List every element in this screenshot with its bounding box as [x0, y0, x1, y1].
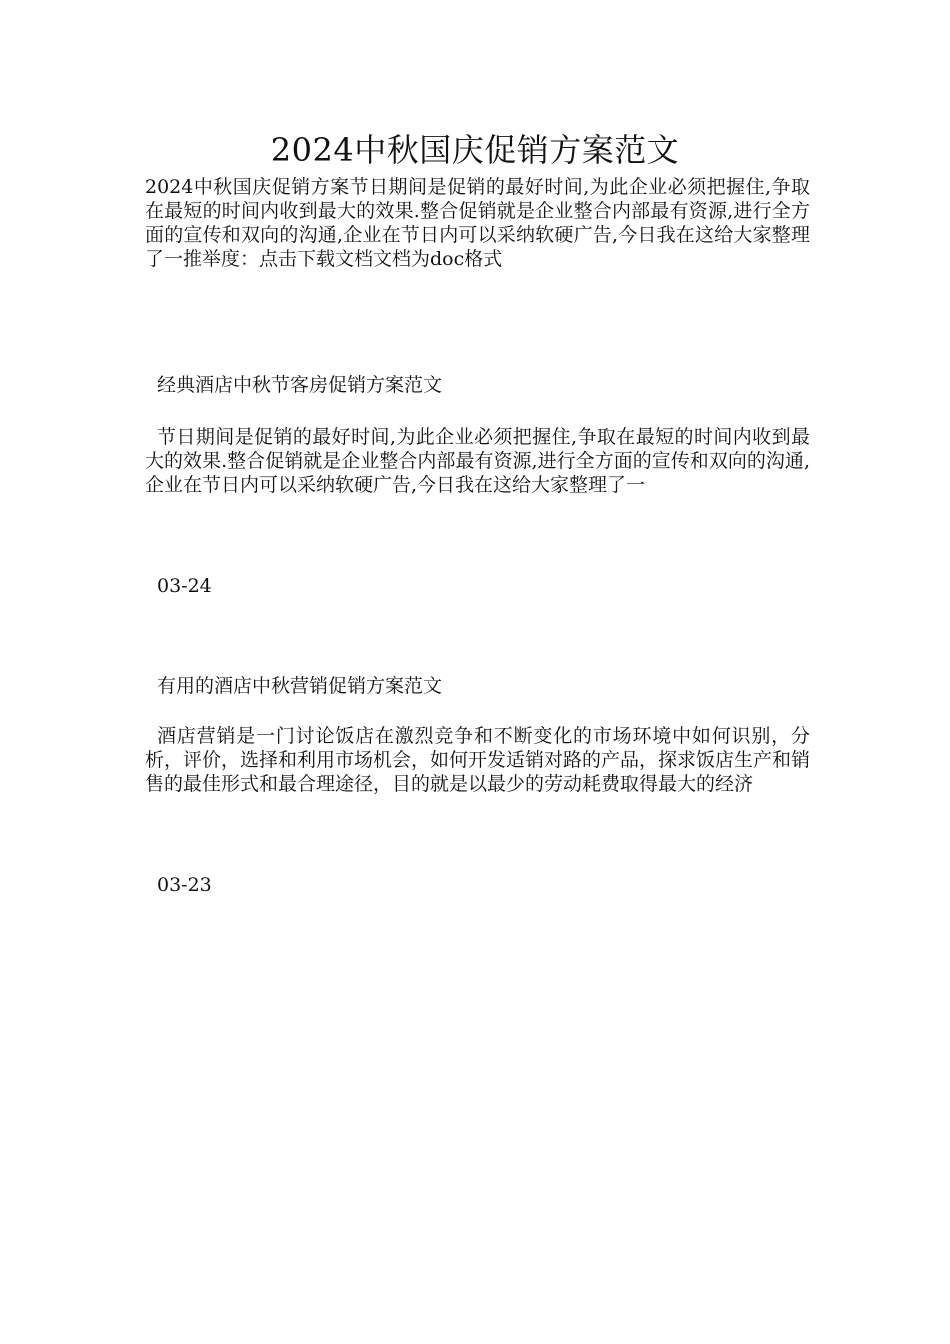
section-body-hotel-marketing-promo: 酒店营销是一门讨论饭店在激烈竞争和不断变化的市场环境中如何识别，分析，评价，选择和利用市场机会，如何开发适销对路的产品，探求饭店生产和销售的最佳形式和最合理途径，目的就是以最少的劳动耗费取得最大的经济 — [145, 725, 811, 795]
section-date-hotel-marketing-promo: 03-23 — [157, 874, 212, 896]
intro-paragraph: 2024中秋国庆促销方案节日期间是促销的最好时间,为此企业必须把握住,争取在最短的时间内收到最大的效果.整合促销就是企业整合内部最有资源,进行全方面的宣传和双向的沟通,企业在节日内可以采纳软硬广告,今日我在这给大家整理了一推举度：点击下载文档文档为doc格式 — [145, 176, 810, 270]
section-body-hotel-room-promo: 节日期间是促销的最好时间,为此企业必须把握住,争取在最短的时间内收到最大的效果.整合促销就是企业整合内部最有资源,进行全方面的宣传和双向的沟通,企业在节日内可以采纳软硬广告,今日我在这给大家整理了一 — [145, 426, 810, 496]
document-title: 2024中秋国庆促销方案范文 — [270, 131, 680, 169]
section-heading-hotel-room-promo: 经典酒店中秋节客房促销方案范文 — [157, 374, 443, 396]
section-heading-hotel-marketing-promo: 有用的酒店中秋营销促销方案范文 — [157, 675, 443, 697]
section-date-hotel-room-promo: 03-24 — [157, 575, 212, 597]
